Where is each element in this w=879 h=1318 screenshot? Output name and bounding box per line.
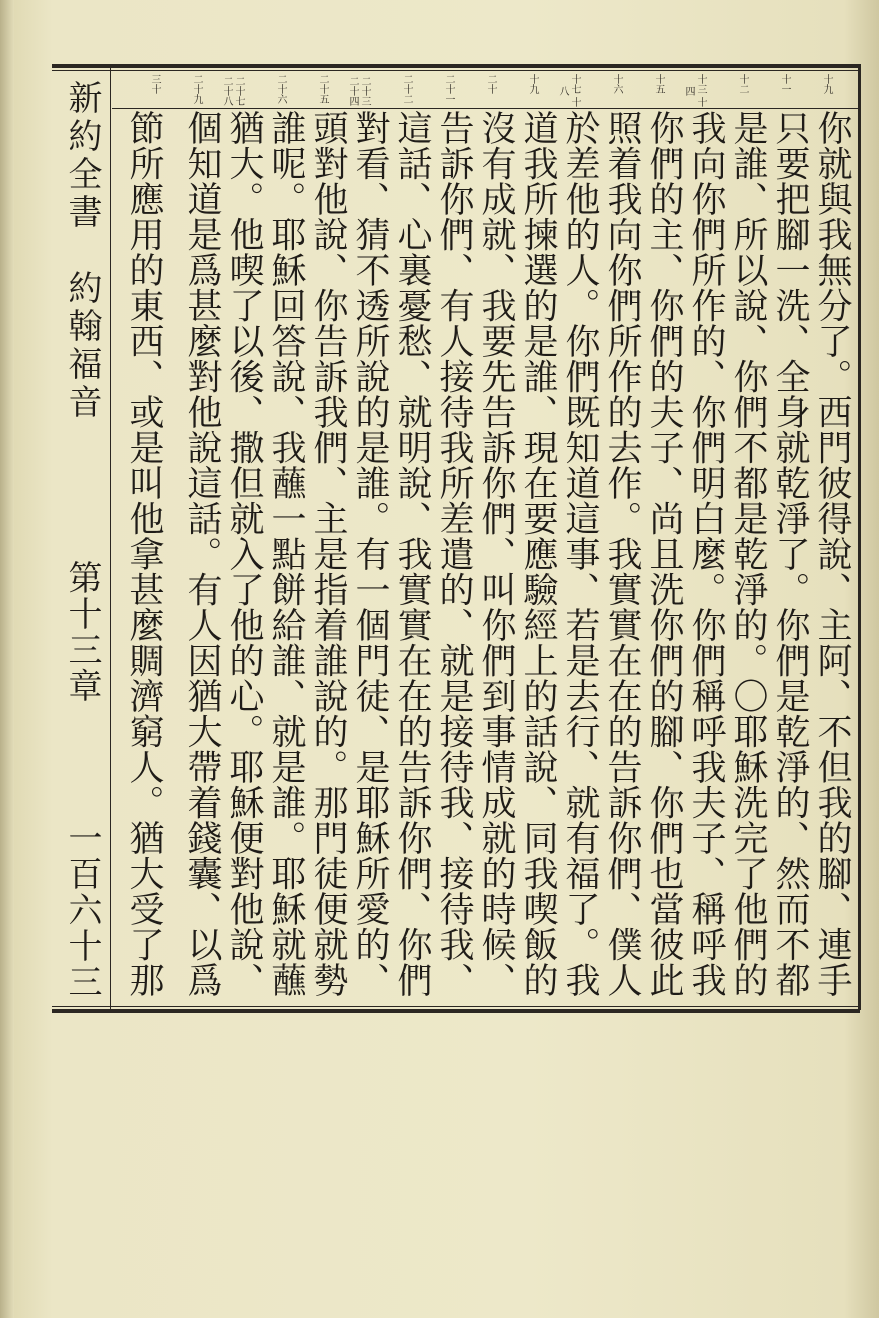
verse-number: 二十: [485, 74, 496, 94]
text-column: 這話、心裏憂愁、就明說、我實實在在的告訴你們、你們: [392, 110, 432, 998]
verse-number: 二十六: [275, 74, 286, 104]
text-column: 只要把腳一洗、全身就乾淨了。你們是乾淨的、然而不都: [770, 110, 810, 998]
text-column: 猶大。他喫了以後、撒但就入了他的心。耶穌便對他說、: [224, 110, 264, 998]
verse-number: 十三 十四: [683, 74, 706, 108]
verse-number: 二十三 二十四: [347, 76, 370, 106]
text-column: 我向你們所作的、你們明白麼。你們稱呼我夫子、稱呼我: [686, 110, 726, 998]
text-column: 你們的主、你們的夫子、尚且洗你們的腳、你們也當彼此: [644, 110, 684, 998]
text-column: 沒有成就、我要先告訴你們、叫你們到事情成就的時候、: [476, 110, 516, 998]
text-column: 頭對他說、你告訴我們、主是指着誰說的。那門徒便就勢: [308, 110, 348, 998]
text-column: 於差他的人。你們既知道這事、若是去行、就有福了。我: [560, 110, 600, 998]
page-number: 一百六十三: [62, 820, 102, 1000]
verse-number: 十二: [737, 74, 748, 94]
verse-number: 二十二: [401, 74, 412, 104]
text-column: 告訴你們、有人接待我所差遣的、就是接待我、接待我、: [434, 110, 474, 998]
verse-number: 十九: [821, 74, 832, 94]
verse-number: 二十五: [317, 74, 328, 104]
verse-number-strip: [112, 72, 858, 109]
text-column: 對看、猜不透所說的是誰。有一個門徒、是耶穌所愛的、: [350, 110, 390, 998]
verse-number: 十七 十八: [557, 74, 580, 108]
verse-number: 二十一: [443, 74, 454, 104]
text-column: 節所應用的東西、或是叫他拿甚麼賙濟窮人。猶大受了那: [124, 110, 164, 998]
page-gutter: [0, 0, 14, 1318]
text-column: 是誰、所以說、你們不都是乾淨的。〇耶穌洗完了他們的: [728, 110, 768, 998]
bottom-border-rule: [52, 1006, 860, 1013]
chapter-heading: 第十三章: [62, 560, 102, 704]
running-title: 新約全書 約翰福音: [62, 80, 102, 422]
verse-number: 十九: [527, 74, 538, 94]
text-column: 照着我向你們所作的去作。我實實在在的告訴你們、僕人: [602, 110, 642, 998]
text-column: 誰呢。耶穌回答說、我蘸一點餅給誰、就是誰。耶穌就蘸: [266, 110, 306, 998]
top-border-rule: [52, 64, 860, 71]
text-column: 你就與我無分了。西門彼得說、主阿、不但我的腳、連手: [812, 110, 852, 998]
verse-number: 十六: [611, 74, 622, 94]
verse-number: 二十九: [191, 74, 202, 104]
verse-number: 三十: [149, 74, 160, 94]
text-column: 個知道是爲甚麼對他說這話。有人因猶大帶着錢囊、以爲: [182, 110, 222, 998]
verse-number: 二十七 二十八: [221, 76, 244, 106]
text-column: 道我所揀選的是誰、現在要應驗經上的話說、同我喫飯的: [518, 110, 558, 998]
verse-number: 十一: [779, 74, 790, 94]
verse-number: 十五: [653, 74, 664, 94]
right-border-rule: [858, 64, 861, 1010]
